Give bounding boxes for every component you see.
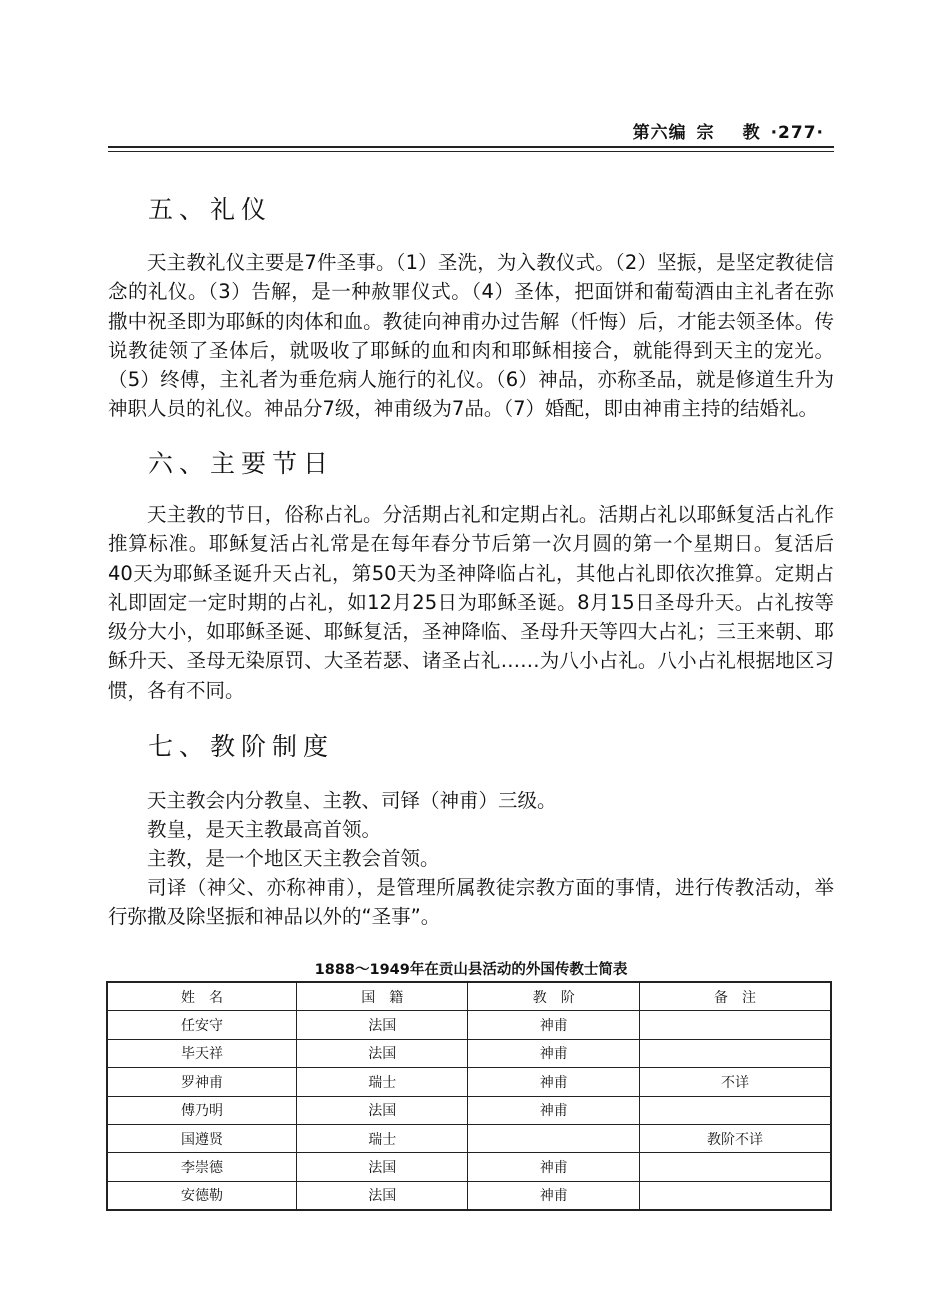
header-chapter-b: 教 — [742, 123, 761, 143]
cell-name: 李崇德 — [107, 1153, 296, 1181]
paragraph-hierarchy-2: 教皇，是天主教最高首领。 — [147, 818, 382, 841]
header-rule-thick — [108, 146, 834, 148]
cell-notes: 教阶不详 — [640, 1124, 832, 1152]
cell-nationality: 法国 — [296, 1153, 468, 1181]
paragraph-festivals: 天主教的节日，俗称占礼。分活期占礼和定期占礼。活期占礼以耶稣复活占礼作推算标准。耶稣复活占礼常是在每年春分节后第一次月圆的第一个星期日。复活后40天为耶稣圣诞升天占礼，第50天为圣神降临占礼，其他占礼即依次推算。定期占礼即固定一定时期的占礼，如12月25日为耶稣圣诞。8月15日圣母升天。占礼按等级分大小，如耶稣圣诞、耶稣复活，圣神降临、圣母升天等四大占礼；三王来朝、耶稣升天、圣母无染原罚、大圣若瑟、诸圣占礼……为八小占礼。八小占礼根据地区习惯，各有不同。 — [108, 503, 834, 702]
cell-name: 傅乃明 — [107, 1096, 296, 1124]
section-title-festivals: 六、主要节日 — [148, 449, 335, 478]
cell-nationality: 法国 — [296, 1039, 468, 1067]
cell-nationality: 瑞士 — [296, 1124, 468, 1152]
cell-nationality: 法国 — [296, 1181, 468, 1210]
column-header-notes: 备 注 — [640, 982, 832, 1011]
cell-name: 毕天祥 — [107, 1039, 296, 1067]
paragraph-hierarchy-4: 司译（神父、亦称神甫），是管理所属教徒宗教方面的事情，进行传教活动，举行弥撒及除坚振和神品以外的“圣事”。 — [108, 876, 834, 928]
paragraph-hierarchy-1: 天主教会内分教皇、主教、司铎（神甫）三级。 — [147, 789, 557, 812]
cell-rank: 神甫 — [468, 1011, 640, 1039]
table-row — [107, 1181, 831, 1210]
cell-rank: 神甫 — [468, 1153, 640, 1181]
cell-rank: 神甫 — [468, 1096, 640, 1124]
cell-rank — [468, 1124, 640, 1152]
cell-nationality: 瑞士 — [296, 1068, 468, 1096]
cell-notes — [640, 1153, 832, 1181]
table-row — [107, 1096, 831, 1124]
cell-rank: 神甫 — [468, 1068, 640, 1096]
missionaries-table — [106, 981, 832, 1211]
cell-name: 罗神甫 — [107, 1068, 296, 1096]
table-row — [107, 1068, 831, 1096]
header-part: 第六编 — [632, 123, 687, 143]
column-header-nationality: 国 籍 — [296, 982, 468, 1011]
cell-notes — [640, 1011, 832, 1039]
cell-nationality: 法国 — [296, 1096, 468, 1124]
section-title-hierarchy: 七、教阶制度 — [148, 732, 335, 761]
cell-rank: 神甫 — [468, 1039, 640, 1067]
paragraph-rituals: 天主教礼仪主要是7件圣事。（1）圣洗，为入教仪式。（2）坚振，是坚定教徒信念的礼仪。（3）告解，是一种赦罪仪式。（4）圣体，把面饼和葡萄酒由主礼者在弥撒中祝圣即为耶稣的肉体和血。教徒向神甫办过告解（忏悔）后，才能去领圣体。传说教徒领了圣体后，就吸收了耶稣的血和肉和耶稣相接合，就能得到天主的宠光。（5）终傅，主礼者为垂危病人施行的礼仪。（6）神品，亦称圣品，就是修道生升为神职人员的礼仪。神品分7级，神甫级为7品。（7）婚配，即由神甫主持的结婚礼。 — [108, 251, 834, 421]
table-row — [107, 1011, 831, 1039]
cell-name: 安德勒 — [107, 1181, 296, 1210]
header-rule-thin — [108, 151, 834, 152]
table-title: 1888～1949年在贡山县活动的外国传教士简表 — [314, 962, 628, 978]
table-row — [107, 1124, 831, 1152]
cell-name: 任安守 — [107, 1011, 296, 1039]
table-row — [107, 1039, 831, 1067]
cell-name: 国遵贤 — [107, 1124, 296, 1152]
cell-rank: 神甫 — [468, 1181, 640, 1210]
cell-notes — [640, 1181, 832, 1210]
paragraph-hierarchy-3: 主教，是一个地区天主教会首领。 — [147, 847, 440, 870]
table-header-row — [107, 982, 831, 1011]
cell-nationality: 法国 — [296, 1011, 468, 1039]
cell-notes: 不详 — [640, 1068, 832, 1096]
column-header-rank: 教 阶 — [468, 982, 640, 1011]
section-title-rituals: 五、礼仪 — [148, 195, 273, 224]
table-row — [107, 1153, 831, 1181]
cell-notes — [640, 1096, 832, 1124]
running-header — [623, 118, 824, 143]
page-number: ·277· — [770, 123, 824, 143]
cell-notes — [640, 1039, 832, 1067]
column-header-name: 姓 名 — [107, 982, 296, 1011]
header-chapter-a: 宗 — [696, 123, 715, 143]
